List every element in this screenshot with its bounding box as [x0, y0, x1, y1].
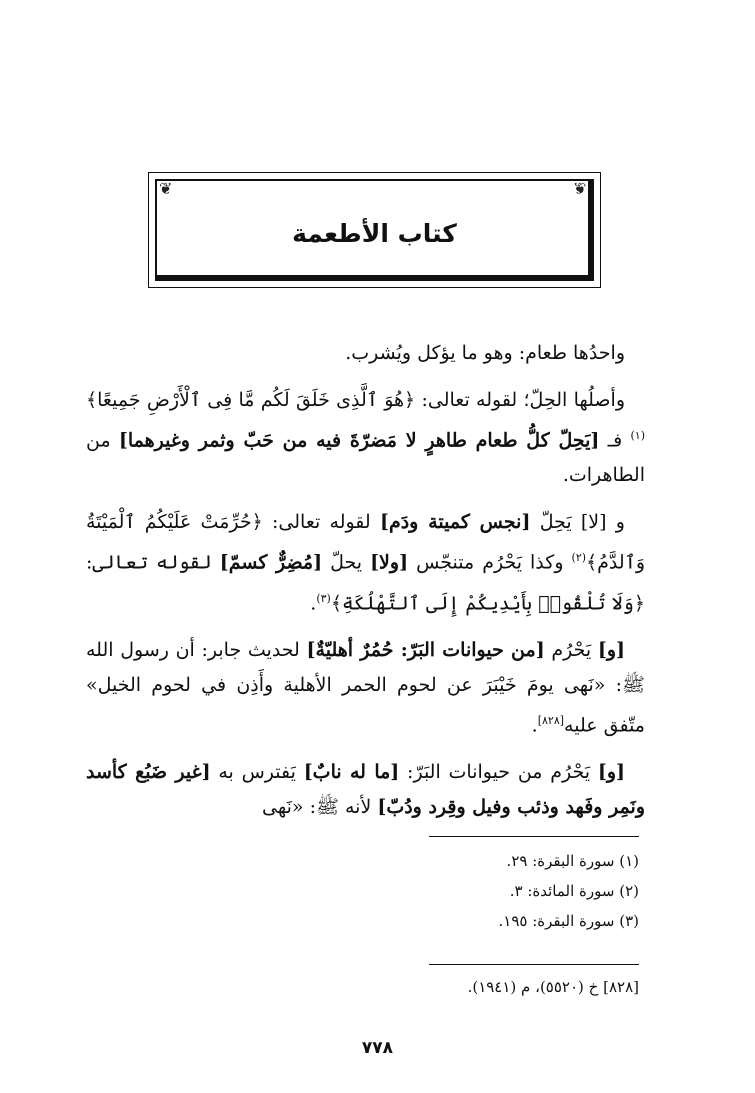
paragraph-donkeys: [و] يَحْرُم [من حيوانات البَرّ: حُمُرٌ أهليّةٌ] لحديث جابر: أن رسول الله ﷺ: «نَهى يومَ خَيْبَرَ عن لحوم الحمر الأهلية وأَذِن في لحوم الخيل» متّفق عليه[٨٢٨].	[86, 638, 645, 737]
matn-text: [من حيوانات البَرّ: حُمُرٌ أهليّةٌ]	[306, 638, 545, 661]
chapter-title-frame	[148, 172, 601, 288]
matn-text: [غير ضَبُع كأسد ونَمِر وفَهد وذئب وفيل وقِرد ودُبّ]	[86, 761, 645, 819]
matn-text: [و]	[597, 638, 625, 661]
quran-verse: ﴿حُرِّمَتْ عَلَيْكُمُ ٱلْمَيْتَةُ وَٱلدَّمُ﴾	[86, 511, 645, 574]
paragraph-origin: وأصلُها الحِلّ؛ لقوله تعالى: ﴿هُوَ ٱلَّذِى خَلَقَ لَكُم مَّا فِى ٱلْأَرْضِ جَمِيعًا﴾$^{(١)}$ فـ [يَحِلّ كلُّ طعام طاهرٍ لا مَضرّةَ فيه من حَبّ وثمر وغيرهما] من الطاهرات.	[86, 389, 645, 487]
matn-text: [مُضِرٌّ كسمّ]	[219, 551, 323, 574]
quran-verse: ﴿وَلَا تُلْقُوا۟ بِأَيْدِيكُمْ إِلَى ٱلتَّهْلُكَةِ﴾	[330, 591, 645, 614]
paragraph-impure: و [لا] يَحِلّ [نجس كميتة ودَم] لقوله تعالى: ﴿حُرِّمَتْ عَلَيْكُمُ ٱلْمَيْتَةُ وَٱلدَّمُ﴾$^{(٢)}$ وكذا يَحْرُم متنجّس [ولا] يحلّ [مُضِرٌّ كسمّ] لقوله تعالى: ﴿وَلَا تُلْقُوا۟ بِأَيْدِيكُمْ إِلَى ٱلتَّهْلُكَةِ﴾$^{(٣)}$.	[86, 511, 645, 614]
matn-text: [نجس كميتة ودَم]	[379, 511, 531, 534]
paragraph-predators: [و] يَحْرُم من حيوانات البَرّ: [ما له نابٌ] يَفترس به [غير ضَبُع كأسد ونَمِر وفَهد وذئب وفيل وقِرد ودُبّ] لأنه ﷺ: «نَهى	[86, 761, 645, 819]
footnote: (٣) سورة البقرة: ١٩٥.	[498, 912, 639, 930]
matn-text: [ما له نابٌ]	[303, 761, 400, 784]
footnote: (٢) سورة المائدة: ٣.	[509, 882, 639, 900]
footnote-divider	[429, 836, 639, 837]
page-number: ٧٧٨	[361, 1038, 394, 1058]
hadith-reference: [٨٢٨] خ (٥٥٢٠)، م (١٩٤١).	[467, 978, 639, 996]
hadith-ref-divider	[429, 964, 639, 965]
matn-text: [يَحِلّ كلُّ طعام طاهرٍ لا مَضرّةَ فيه من حَبّ وثمر وغيرهما]	[118, 429, 600, 452]
corner-ornament-icon: ❦	[572, 179, 586, 198]
quran-verse: ﴿هُوَ ٱلَّذِى خَلَقَ لَكُم مَّا فِى ٱلْأَرْضِ جَمِيعًا﴾	[86, 389, 416, 411]
hadith-ref-marker: [٨٢٨]	[537, 713, 565, 727]
matn-text: [و]	[597, 761, 625, 784]
footnote-marker: (٢)	[571, 551, 587, 565]
matn-text: [ولا]	[370, 551, 409, 574]
footnote-marker: (٣)	[316, 591, 331, 605]
footnote: (١) سورة البقرة: ٢٩.	[506, 852, 639, 870]
chapter-title: كتاب الأطعمة	[292, 219, 457, 248]
footnotes	[339, 846, 639, 936]
corner-ornament-icon: ❦	[159, 179, 173, 198]
main-text	[86, 336, 645, 837]
paragraph-definition: واحدُها طعام: وهو ما يؤكل ويُشرب.	[345, 342, 625, 364]
footnote-marker: (١)	[630, 429, 645, 442]
